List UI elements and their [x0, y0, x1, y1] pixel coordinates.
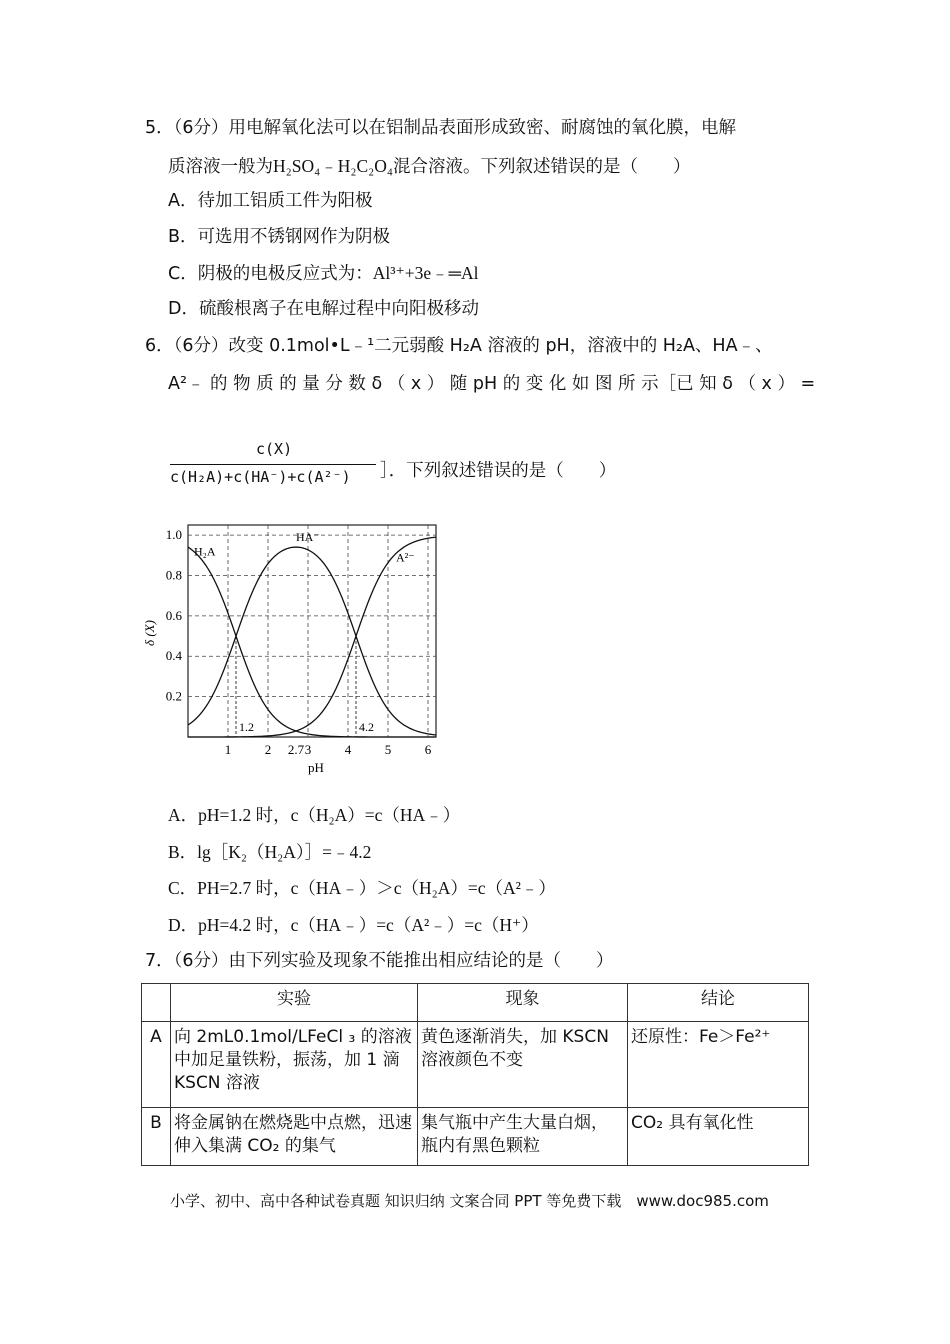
q5-option-c [168, 261, 479, 286]
pka-annotation: 1.2 [239, 720, 254, 734]
fraction-denominator: c(H₂A)+c(HA⁻)+c(A²⁻) [170, 468, 351, 486]
x-tick-label: 2.7 [287, 742, 305, 757]
row-label: B [142, 1108, 171, 1166]
q6-option-b: B．lg［K₂（H₂A）］=﹣4.2 [168, 842, 372, 862]
conclusion-cell: 还原性：Fe＞Fe²⁺ [628, 1022, 809, 1108]
q6-option-d: D．pH=4.2 时，c（HA﹣）=c（A²﹣）=c（H⁺） [168, 915, 539, 935]
q5-option-c-formula: Al³⁺+3e﹣═Al [372, 263, 479, 283]
x-axis-label: pH [308, 760, 324, 775]
x-tick-label: 1 [224, 742, 232, 757]
q5-stem-line2 [168, 154, 690, 179]
q5-stem-line1: 5．（6分）用电解氧化法可以在铝制品表面形成致密、耐腐蚀的氧化膜，电解 [145, 118, 737, 138]
x-tick-label: 4 [344, 742, 352, 757]
experiment-table [141, 983, 809, 1166]
header-cell: 结论 [628, 984, 809, 1022]
q6-stem-line1: 6．（6分）改变 0.1mol•L﹣¹二元弱酸 H₂A 溶液的 pH，溶液中的 H₂A、HA﹣、 [145, 336, 773, 356]
table-header-row [142, 984, 809, 1022]
header-cell [142, 984, 171, 1022]
q5-option-d: D．硫酸根离子在电解过程中向阳极移动 [168, 299, 479, 319]
curve-a2 [188, 537, 436, 737]
experiment-cell: 向 2mL0.1mol/LFeCl ₃ 的溶液中加足量铁粉，振荡，加 1 滴 KSCN 溶液 [171, 1022, 418, 1108]
q5-stem-line2-pre: 质溶液一般为 [168, 157, 273, 177]
y-tick-label: 0.6 [165, 607, 182, 623]
pka-annotation: 4.2 [359, 720, 374, 734]
phenomenon-cell: 集气瓶中产生大量白烟，瓶内有黑色颗粒 [418, 1108, 628, 1166]
axis-ticks [166, 527, 432, 757]
q6-stem-after-fraction: ］．下列叙述错误的是（ ） [380, 461, 617, 481]
y-tick-label: 0.8 [165, 567, 182, 583]
x-tick-label: 6 [424, 742, 432, 757]
page-footer: 小学、初中、高中各种试卷真题 知识归纳 文案合同 PPT 等免费下载 www.doc985.com [170, 1192, 769, 1210]
speciation-chart [140, 515, 460, 785]
table-row [142, 1022, 809, 1108]
q7-stem: 7．（6分）由下列实验及现象不能推出相应结论的是（ ） [145, 951, 614, 971]
series-curves [188, 537, 436, 737]
x-tick-label: 3 [304, 742, 312, 757]
q5-option-c-pre: C．阴极的电极反应式为： [168, 264, 373, 284]
experiment-cell: 将金属钠在燃烧匙中点燃，迅速伸入集满 CO₂ 的集气 [171, 1108, 418, 1166]
series-label-a2: A²⁻ [396, 550, 415, 565]
q6-stem-line2: A²﹣ 的 物 质 的 量 分 数 δ （ x ） 随 pH 的 变 化 如 图 所 示［已 知 δ （ x ） = [168, 374, 816, 394]
y-axis-label: δ (X) [142, 620, 157, 646]
y-tick-label: 0.2 [165, 688, 182, 704]
q5-option-a: A．待加工铝质工件为阳极 [168, 191, 373, 211]
q6-option-c: C．PH=2.7 时，c（HA﹣）＞c（H₂A）=c（A²﹣） [168, 878, 556, 898]
q5-option-b: B．可选用不锈钢网作为阴极 [168, 227, 391, 247]
y-tick-label: 1.0 [165, 527, 182, 543]
series-label-ha: HA⁻ [296, 530, 320, 545]
fraction-bar [170, 464, 376, 465]
fraction-numerator: c(X) [256, 440, 293, 458]
q5-electrolyte-formula: H₂SO₄﹣H₂C₂O₄ [273, 156, 393, 176]
y-tick-label: 0.4 [165, 648, 182, 664]
x-tick-label: 5 [384, 742, 392, 757]
header-cell: 实验 [171, 984, 418, 1022]
q5-stem-line2-post: 混合溶液。下列叙述错误的是（ ） [392, 157, 691, 177]
table-row [142, 1108, 809, 1166]
series-label-h2a: H₂A [194, 544, 216, 559]
row-label: A [142, 1022, 171, 1108]
header-cell: 现象 [418, 984, 628, 1022]
phenomenon-cell: 黄色逐渐消失，加 KSCN 溶液颜色不变 [418, 1022, 628, 1108]
series-labels [194, 530, 415, 564]
q6-option-a: A．pH=1.2 时，c（H₂A）=c（HA﹣） [168, 805, 461, 825]
conclusion-cell: CO₂ 具有氧化性 [628, 1108, 809, 1166]
x-tick-label: 2 [264, 742, 272, 757]
